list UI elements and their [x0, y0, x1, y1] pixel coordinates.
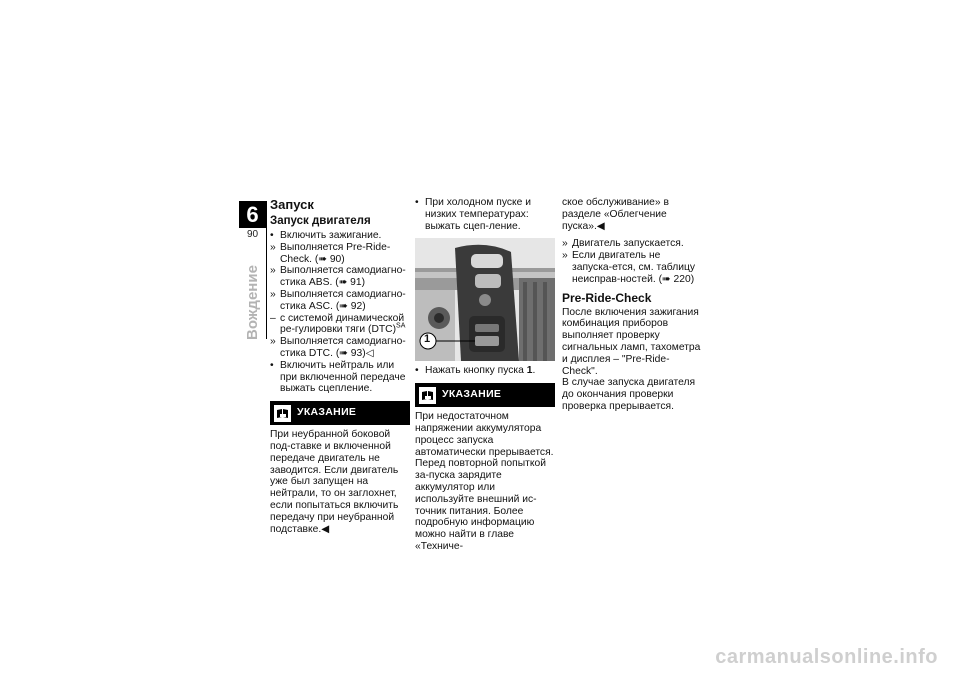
paragraph: В случае запуска двигателя до окончания проверки проверка прерывается.: [562, 377, 696, 412]
continued-text: ское обслуживание» в разделе «Облегчение пуска».◀: [562, 197, 669, 232]
list-item: » Двигатель запускается.: [562, 238, 684, 250]
list-item: » Если двигатель не запуска-ется, см. таблицу неисправ-ностей. (➠ 220): [562, 250, 696, 285]
heading-start: Запуск: [270, 197, 314, 212]
list-item: • При холодном пуске и низких температурах: выжать сцеп-ление.: [415, 197, 531, 232]
notice-text: При недостаточном напряжении аккумулятора процесс запуска автоматически прерывается. Перед повторной попыткой за-пуска зарядите аккумулятор или используйте внешний ис-точник питания. Более подробную информацию можно найти в главе «Техниче-: [415, 411, 554, 552]
chapter-number: 6: [239, 201, 266, 228]
notice-label: УКАЗАНИЕ: [442, 388, 502, 401]
list-item: • Включить зажигание.: [270, 230, 382, 241]
list-item: » Выполняется Pre-Ride-Check. (➠ 90): [270, 241, 391, 265]
chapter-divider: [266, 201, 267, 339]
section-side-title: Вождение: [244, 265, 261, 340]
watermark: carmanualsonline.info: [715, 646, 938, 668]
paragraph: После включения зажигания комбинация приборов выполняет проверку сигнальных ламп, тахометра и дисплея – "Pre-Ride-Check".: [562, 306, 701, 377]
page-number: 90: [246, 229, 259, 240]
column-3: [562, 197, 702, 413]
column-2: [415, 197, 555, 553]
list-item: » Выполняется самодиагно-стика ABS. (➠ 91): [270, 265, 406, 289]
list-item: • Включить нейтраль или при включенной передаче выжать сцепление.: [270, 359, 406, 395]
column-1: [270, 197, 410, 535]
handlebar-switch-figure: [415, 238, 555, 361]
notice-banner: [415, 383, 555, 407]
notice-label: УКАЗАНИЕ: [297, 406, 357, 419]
heading-pre-ride-check: Pre-Ride-Check: [562, 290, 652, 305]
list-item: • Нажать кнопку пуска 1.: [415, 365, 536, 377]
notice-text: При неубранной боковой под-ставке и включенной передаче двигатель не заводится. Если двигатель уже был запущен на нейтрали, то он заглохнет, если попытаться включить передачу при неубранной подставке.◀: [270, 429, 399, 535]
list-item: » Выполняется самодиагно-стика DTC. (➠ 93)◁: [270, 336, 406, 359]
list-item: – с системой динамической ре-гулировки тяги (DTC)$^{SA}$: [270, 312, 406, 336]
heading-engine-start: Запуск двигателя: [270, 215, 371, 227]
notice-banner: [270, 401, 410, 425]
list-item: » Выполняется самодиагно-стика ASC. (➠ 92): [270, 288, 406, 312]
book-hand-icon: [274, 405, 291, 422]
book-hand-icon: [419, 387, 436, 404]
figure-callout-1: 1: [424, 333, 431, 346]
